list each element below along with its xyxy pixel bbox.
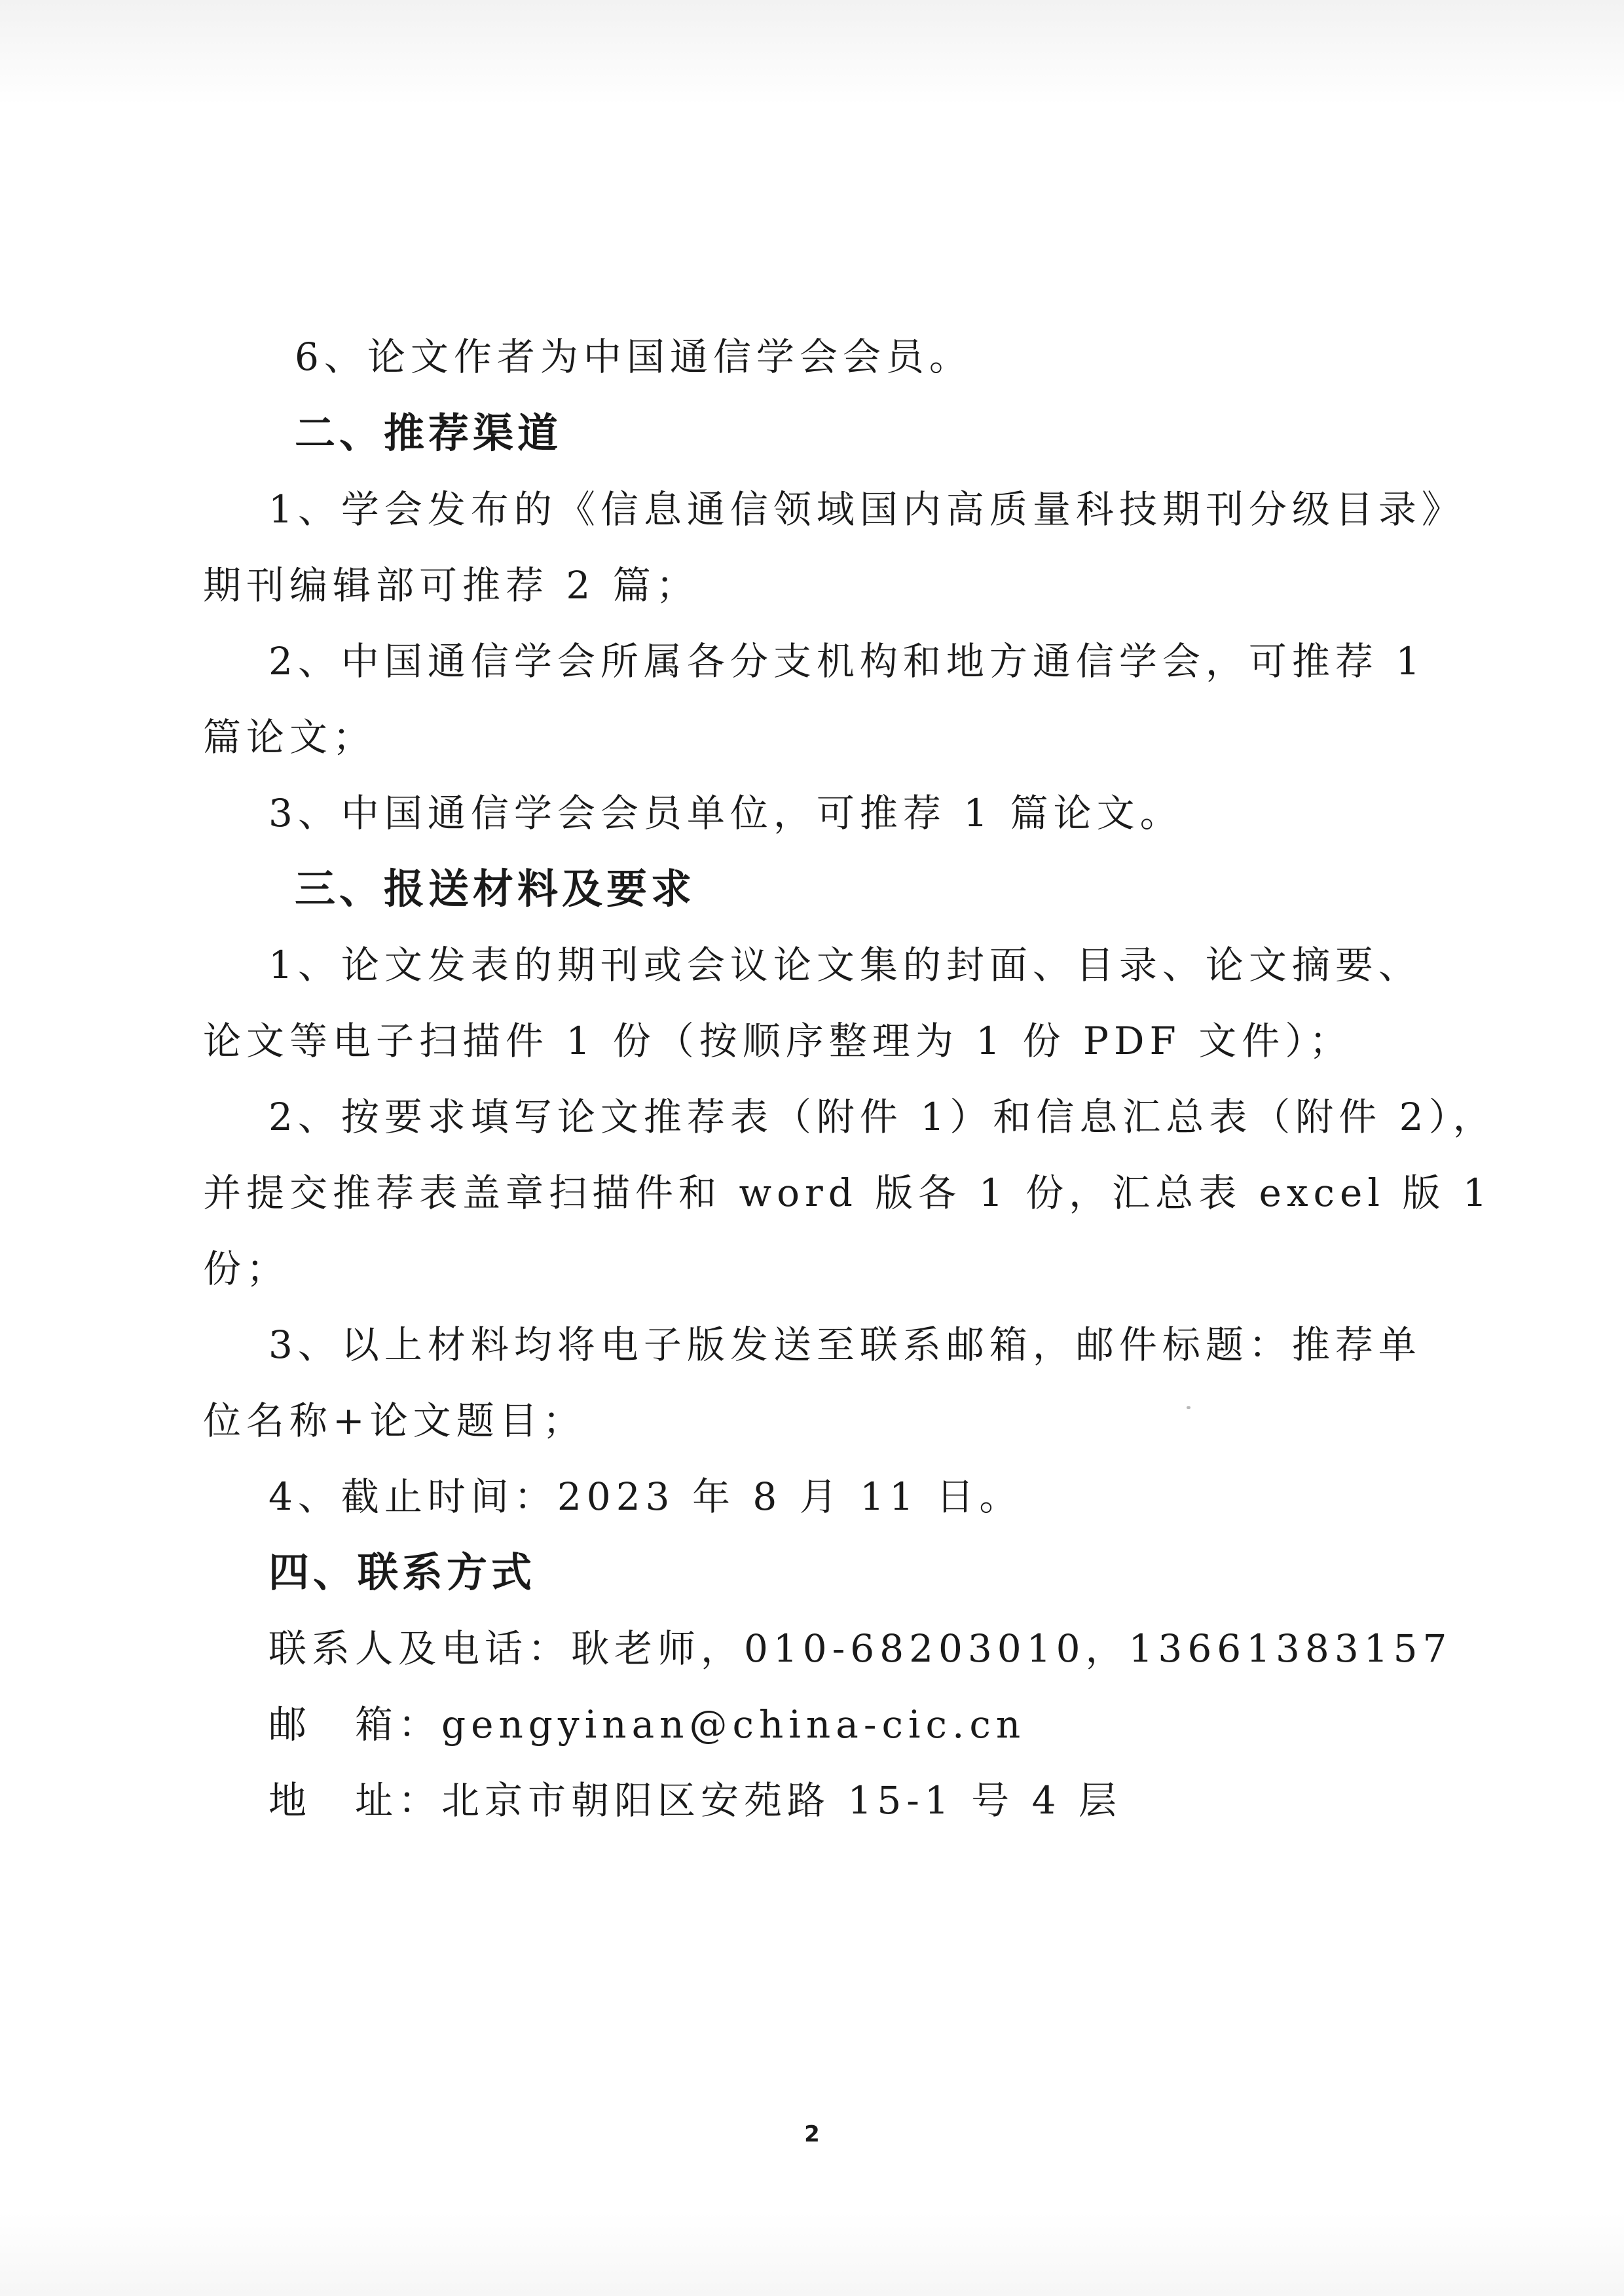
scan-speck [1187, 1406, 1190, 1409]
list-item-email-submission-cont: 位名称+论文题目； [203, 1398, 586, 1443]
list-item-scanned-materials-cont: 论文等电子扫描件 1 份（按顺序整理为 1 份 PDF 文件）； [203, 1019, 1353, 1063]
list-item-forms: 2、按要求填写论文推荐表（附件 1）和信息汇总表（附件 2）， [268, 1095, 1496, 1139]
section-heading-contact: 四、联系方式 [268, 1548, 536, 1596]
list-item-member-unit-recommendation: 3、中国通信学会会员单位，可推荐 1 篇论文。 [268, 791, 1183, 835]
section-heading-recommendation-channels: 二、推荐渠道 [295, 409, 563, 457]
list-item-forms-cont: 并提交推荐表盖章扫描件和 word 版各 1 份，汇总表 excel 版 1 [203, 1171, 1492, 1215]
list-item-journal-recommendation: 1、学会发布的《信息通信领域国内高质量科技期刊分级目录》 [268, 487, 1465, 532]
contact-address: 地 址：北京市朝阳区安苑路 15-1 号 4 层 [268, 1778, 1122, 1823]
list-item-deadline: 4、截止时间：2023 年 8 月 11 日。 [268, 1474, 1023, 1519]
page-number: 2 [804, 2121, 820, 2147]
list-item-email-submission: 3、以上材料均将电子版发送至联系邮箱，邮件标题：推荐单 [268, 1322, 1422, 1367]
list-item-forms-end: 份； [203, 1247, 290, 1291]
contact-email[interactable]: 邮 箱：gengyinan@china-cic.cn [268, 1702, 1026, 1747]
list-item-scanned-materials: 1、论文发表的期刊或会议论文集的封面、目录、论文摘要、 [268, 943, 1422, 987]
list-item-journal-recommendation-cont: 期刊编辑部可推荐 2 篇； [203, 563, 699, 608]
list-item-branch-recommendation-cont: 篇论文； [203, 715, 377, 759]
list-item-branch-recommendation: 2、中国通信学会所属各分支机构和地方通信学会，可推荐 1 [268, 639, 1426, 683]
list-item-author-member: 6、论文作者为中国通信学会会员。 [295, 335, 972, 379]
contact-person-phone: 联系人及电话：耿老师，010-68203010，13661383157 [268, 1626, 1452, 1671]
section-heading-submission-materials: 三、报送材料及要求 [295, 865, 696, 913]
